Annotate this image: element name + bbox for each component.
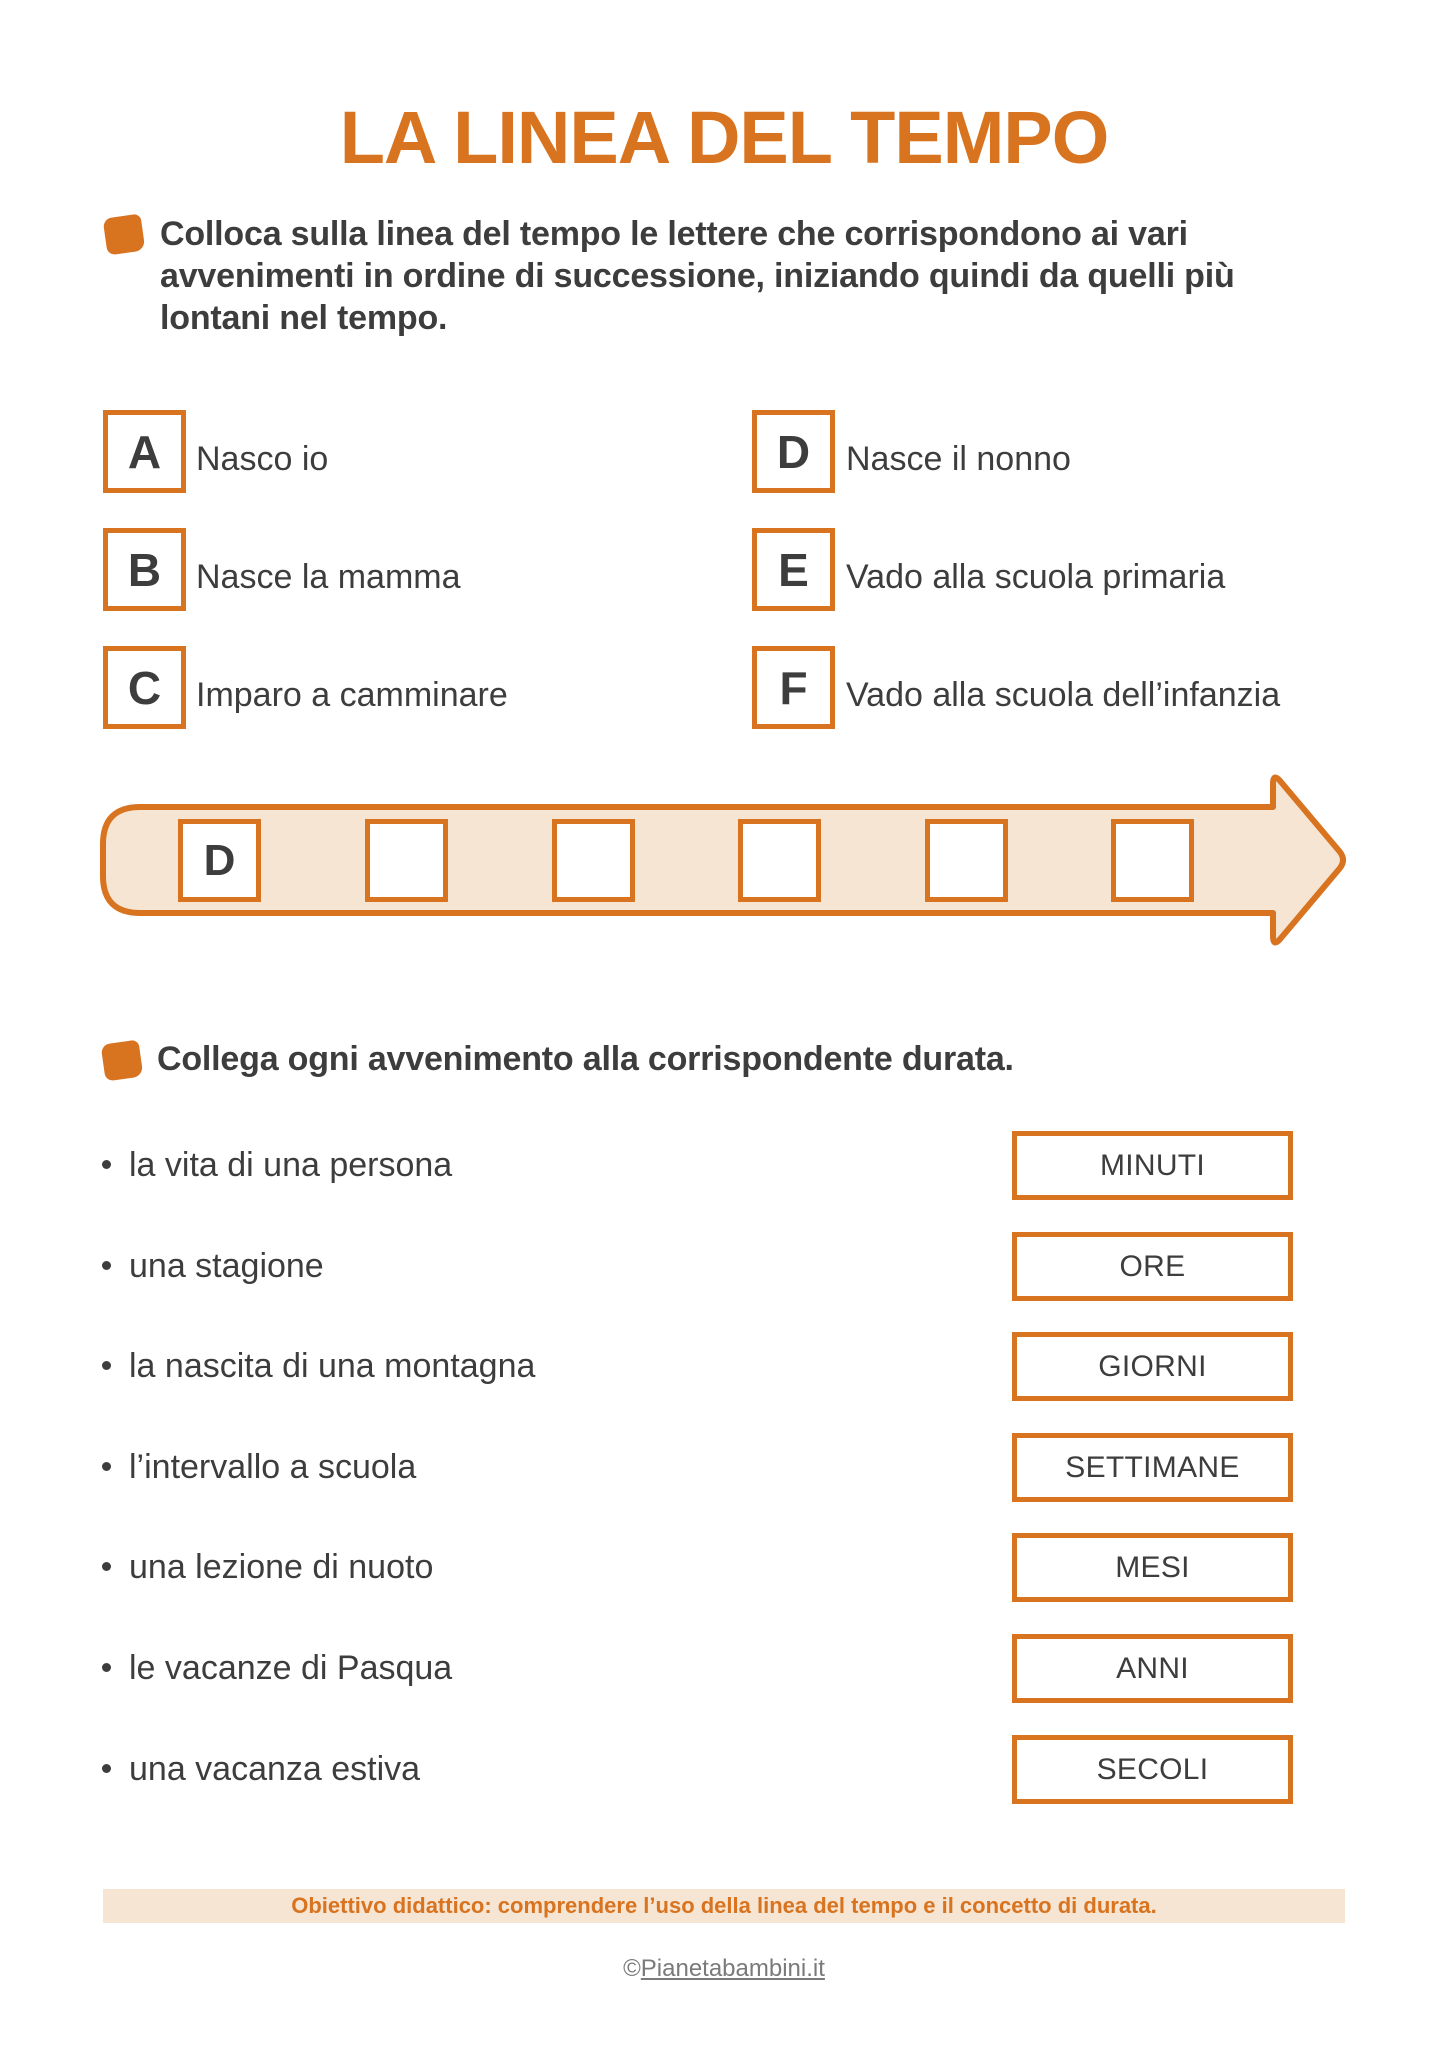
duration-box-giorni[interactable]: GIORNI [1012,1332,1293,1401]
instruction-line: Colloca sulla linea del tempo le lettere che corrispondono ai vari [160,215,1188,253]
bullet-dot-icon [102,1361,111,1370]
list-item: le vacanze di Pasqua [102,1634,452,1703]
bullet-dot-icon [102,1562,111,1571]
timeline-slot[interactable] [1111,819,1194,902]
event-letter-box: B [103,528,186,611]
event-label: Imparo a camminare [196,676,508,714]
duration-box-settimane[interactable]: SETTIMANE [1012,1433,1293,1502]
bullet-blob-icon [101,1040,144,1082]
event-letter-box: E [752,528,835,611]
duration-box-anni[interactable]: ANNI [1012,1634,1293,1703]
timeline-slot[interactable] [738,819,821,902]
list-item: una vacanza estiva [102,1735,420,1804]
bullet-dot-icon [102,1663,111,1672]
event-letter-box: C [103,646,186,729]
duration-box-secoli[interactable]: SECOLI [1012,1735,1293,1804]
timeline-slot[interactable] [365,819,448,902]
event-letter-box: D [752,410,835,493]
event-label: Vado alla scuola primaria [846,558,1226,596]
event-label: Nasco io [196,440,329,478]
list-item: l’intervallo a scuola [102,1433,416,1502]
list-item: la nascita di una montagna [102,1332,535,1401]
list-item: la vita di una persona [102,1131,452,1200]
bullet-dot-icon [102,1764,111,1773]
bullet-dot-icon [102,1462,111,1471]
objective-banner: Obiettivo didattico: comprendere l’uso della linea del tempo e il concetto di durata. [103,1889,1345,1923]
duration-box-ore[interactable]: ORE [1012,1232,1293,1301]
copyright [0,1955,1448,1983]
bullet-dot-icon [102,1261,111,1270]
list-item: una stagione [102,1232,324,1301]
event-label: Vado alla scuola dell’infanzia [846,676,1281,714]
event-letter-box: F [752,646,835,729]
timeline-slot[interactable] [925,819,1008,902]
instruction-line: avvenimenti in ordine di successione, iniziando quindi da quelli più [160,257,1235,295]
timeline-slot[interactable] [552,819,635,902]
event-label: Nasce il nonno [846,440,1071,478]
instruction-2: Collega ogni avvenimento alla corrispondente durata. [157,1040,1014,1078]
copyright-symbol: © [623,1955,641,1982]
page-title: LA LINEA DEL TEMPO [339,96,1109,179]
list-item: una lezione di nuoto [102,1533,433,1602]
event-label: Nasce la mamma [196,558,461,596]
instruction-line: lontani nel tempo. [160,299,448,337]
copyright-link[interactable]: Pianetabambini.it [640,1955,825,1982]
bullet-dot-icon [102,1160,111,1169]
duration-box-minuti[interactable]: MINUTI [1012,1131,1293,1200]
duration-box-mesi[interactable]: MESI [1012,1533,1293,1602]
event-letter-box: A [103,410,186,493]
timeline-slot[interactable]: D [178,819,261,902]
